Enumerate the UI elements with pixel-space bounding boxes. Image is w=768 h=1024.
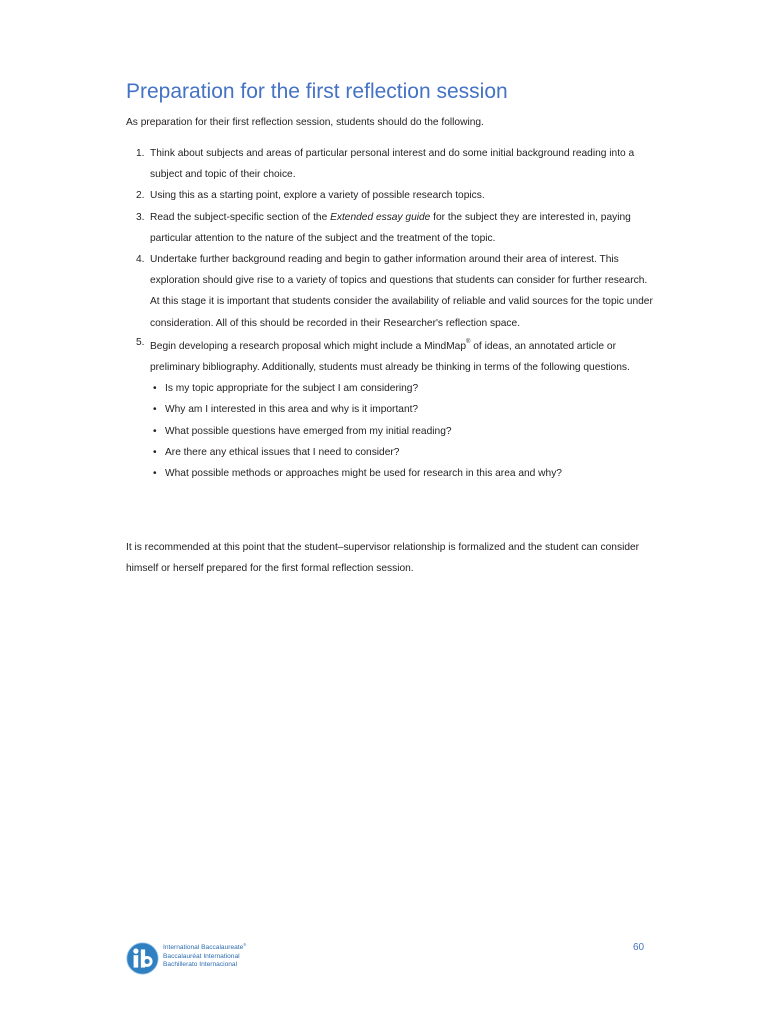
ib-logo-wordmark [163, 944, 246, 970]
logo-line-spanish: Bachillerato Internacional [163, 961, 238, 969]
logo-line-english: International Baccalaureate® [163, 942, 247, 951]
step-number: 3. [136, 211, 145, 223]
step-item [126, 249, 656, 334]
bullet-marker: • [153, 404, 157, 416]
bullet-marker: • [153, 383, 157, 395]
step-number: 2. [136, 190, 145, 202]
intro-paragraph: As preparation for their first reflection session, students should do the following. [126, 117, 484, 128]
bullet-item [150, 463, 656, 484]
logo-line-french: Baccalauréat International [163, 952, 240, 960]
closing-paragraph: It is recommended at this point that the student–supervisor relationship is formalized and the student can consider himself or herself prepared for the first formal reflection session. [126, 542, 640, 575]
step-text: Using this as a starting point, explore a variety of possible research topics. [150, 190, 485, 202]
bullet-text: Is my topic appropriate for the subject I am considering? [165, 383, 419, 395]
page-number: 60 [633, 942, 645, 953]
step-text-before: Read the subject-specific section of the [150, 211, 331, 223]
bullet-text: Why am I interested in this area and why is it important? [165, 404, 419, 416]
bullet-marker: • [153, 425, 157, 437]
questions-bullet-list [150, 378, 656, 484]
bullet-text: What possible methods or approaches might be used for research in this area and why? [165, 468, 562, 480]
step-number: 1. [136, 148, 145, 159]
step-text-after: for the subject they are interested in, paying particular attention to the nature of the subject and the treatment of the topic. [150, 211, 631, 244]
ib-logo [126, 940, 266, 976]
step-text-after: of ideas, an annotated article or preliminary bibliography. Additionally, students must already be thinking in terms of the following questions. [150, 340, 630, 374]
step-item [126, 207, 656, 249]
bullet-text: What possible questions have emerged from my initial reading? [165, 425, 452, 437]
page-title: Preparation for the first reflection session [126, 80, 508, 103]
logo-registered-mark: ® [243, 942, 247, 947]
guide-title-emphasis: Extended essay guide [330, 211, 431, 223]
bullet-marker: • [153, 446, 157, 458]
bullet-item [150, 399, 656, 420]
step-item [126, 143, 656, 185]
registered-mark: ® [466, 338, 471, 345]
bullet-marker: • [153, 468, 157, 480]
step-item [126, 185, 656, 206]
bullet-item [150, 442, 656, 463]
step-number: 5. [136, 336, 145, 348]
step-text: Think about subjects and areas of particular personal interest and do some initial background reading into a subject and topic of their choice. [150, 148, 635, 181]
step-text: Undertake further background reading and begin to gather information around their area of interest. This exploration should give rise to a variety of topics and questions that students can consider for further research. At this stage it is important that students consider the availability of reliable and valid sources for the topic under consideration. All of this should be recorded in their Researcher's reflection space. [150, 254, 653, 329]
ib-logo-icon [126, 942, 159, 975]
step-number: 4. [136, 254, 145, 266]
bullet-item [150, 421, 656, 442]
bullet-item [150, 378, 656, 399]
bullet-text: Are there any ethical issues that I need to consider? [165, 446, 400, 458]
step-item [126, 336, 656, 484]
step-text-before: Begin developing a research proposal which might include a MindMap [150, 340, 466, 352]
preparation-steps-list [126, 143, 656, 484]
